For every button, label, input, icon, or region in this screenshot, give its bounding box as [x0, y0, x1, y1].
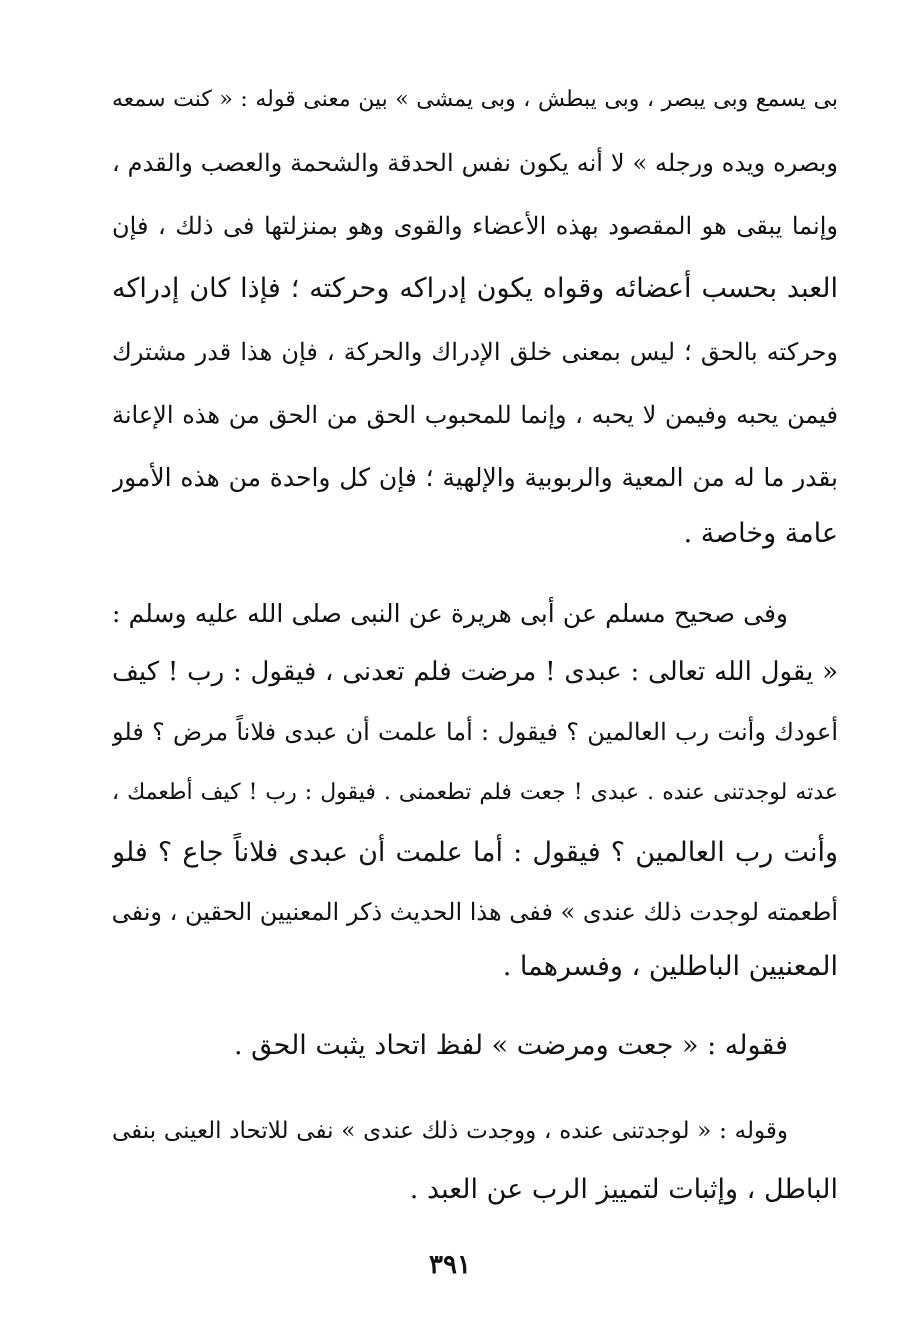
- page-number: ٣٩١: [429, 1250, 471, 1280]
- text-line: فيمن يحبه وفيمن لا يحبه ، وإنما للمحبوب الحق من الحق من هذه الإعانة: [112, 401, 838, 429]
- text-line: فقوله : « جعت ومرضت » لفظ اتحاد يثبت الحق .: [233, 1030, 788, 1061]
- text-line: وفى صحيح مسلم عن أبى هريرة عن النبى صلى الله عليه وسلم :: [112, 599, 788, 628]
- text-line: عدته لوجدتنى عنده . عبدى ! جعت فلم تطعمنى . فيقول : رب ! كيف أطعمك ،: [112, 780, 838, 805]
- text-line: وبصره ويده ورجله » لا أنه يكون نفس الحدقة والشحمة والعصب والقدم ،: [112, 149, 838, 177]
- text-line: وحركته بالحق ؛ ليس بمعنى خلق الإدراك والحركة ، فإن هذا قدر مشترك: [112, 338, 838, 366]
- text-line: وأنت رب العالمين ؟ فيقول : أما علمت أن عبدى فلاناً جاع ؟ فلو: [112, 837, 838, 868]
- text-line: وإنما يبقى هو المقصود بهذه الأعضاء والقوى وهو بمنزلتها فى ذلك ، فإن: [112, 212, 838, 240]
- text-line: الباطل ، وإثبات لتمييز الرب عن العبد .: [409, 1174, 838, 1205]
- text-line: عامة وخاصة .: [683, 518, 838, 549]
- text-line: أطعمته لوجدت ذلك عندى » ففى هذا الحديث ذكر المعنيين الحقين ، ونفى: [112, 898, 838, 926]
- text-line: بى يسمع وبى يبصر ، وبى يبطش ، وبى يمشى » بين معنى قوله : « كنت سمعه: [112, 87, 838, 112]
- text-line: العبد بحسب أعضائه وقواه يكون إدراكه وحركته ؛ فإذا كان إدراكه: [112, 273, 838, 304]
- text-line: « يقول الله تعالى : عبدى ! مرضت فلم تعدنى ، فيقول : رب ! كيف: [112, 657, 838, 687]
- text-line: أعودك وأنت رب العالمين ؟ فيقول : أما علمت أن عبدى فلاناً مرض ؟ فلو: [112, 718, 838, 746]
- text-line: المعنيين الباطلين ، وفسرهما .: [502, 951, 838, 982]
- text-line: وقوله : « لوجدتنى عنده ، ووجدت ذلك عندى » نفى للاتحاد العينى بنفى: [112, 1118, 788, 1144]
- text-line: بقدر ما له من المعية والربوبية والإلهية ؛ فإن كل واحدة من هذه الأمور: [112, 463, 838, 492]
